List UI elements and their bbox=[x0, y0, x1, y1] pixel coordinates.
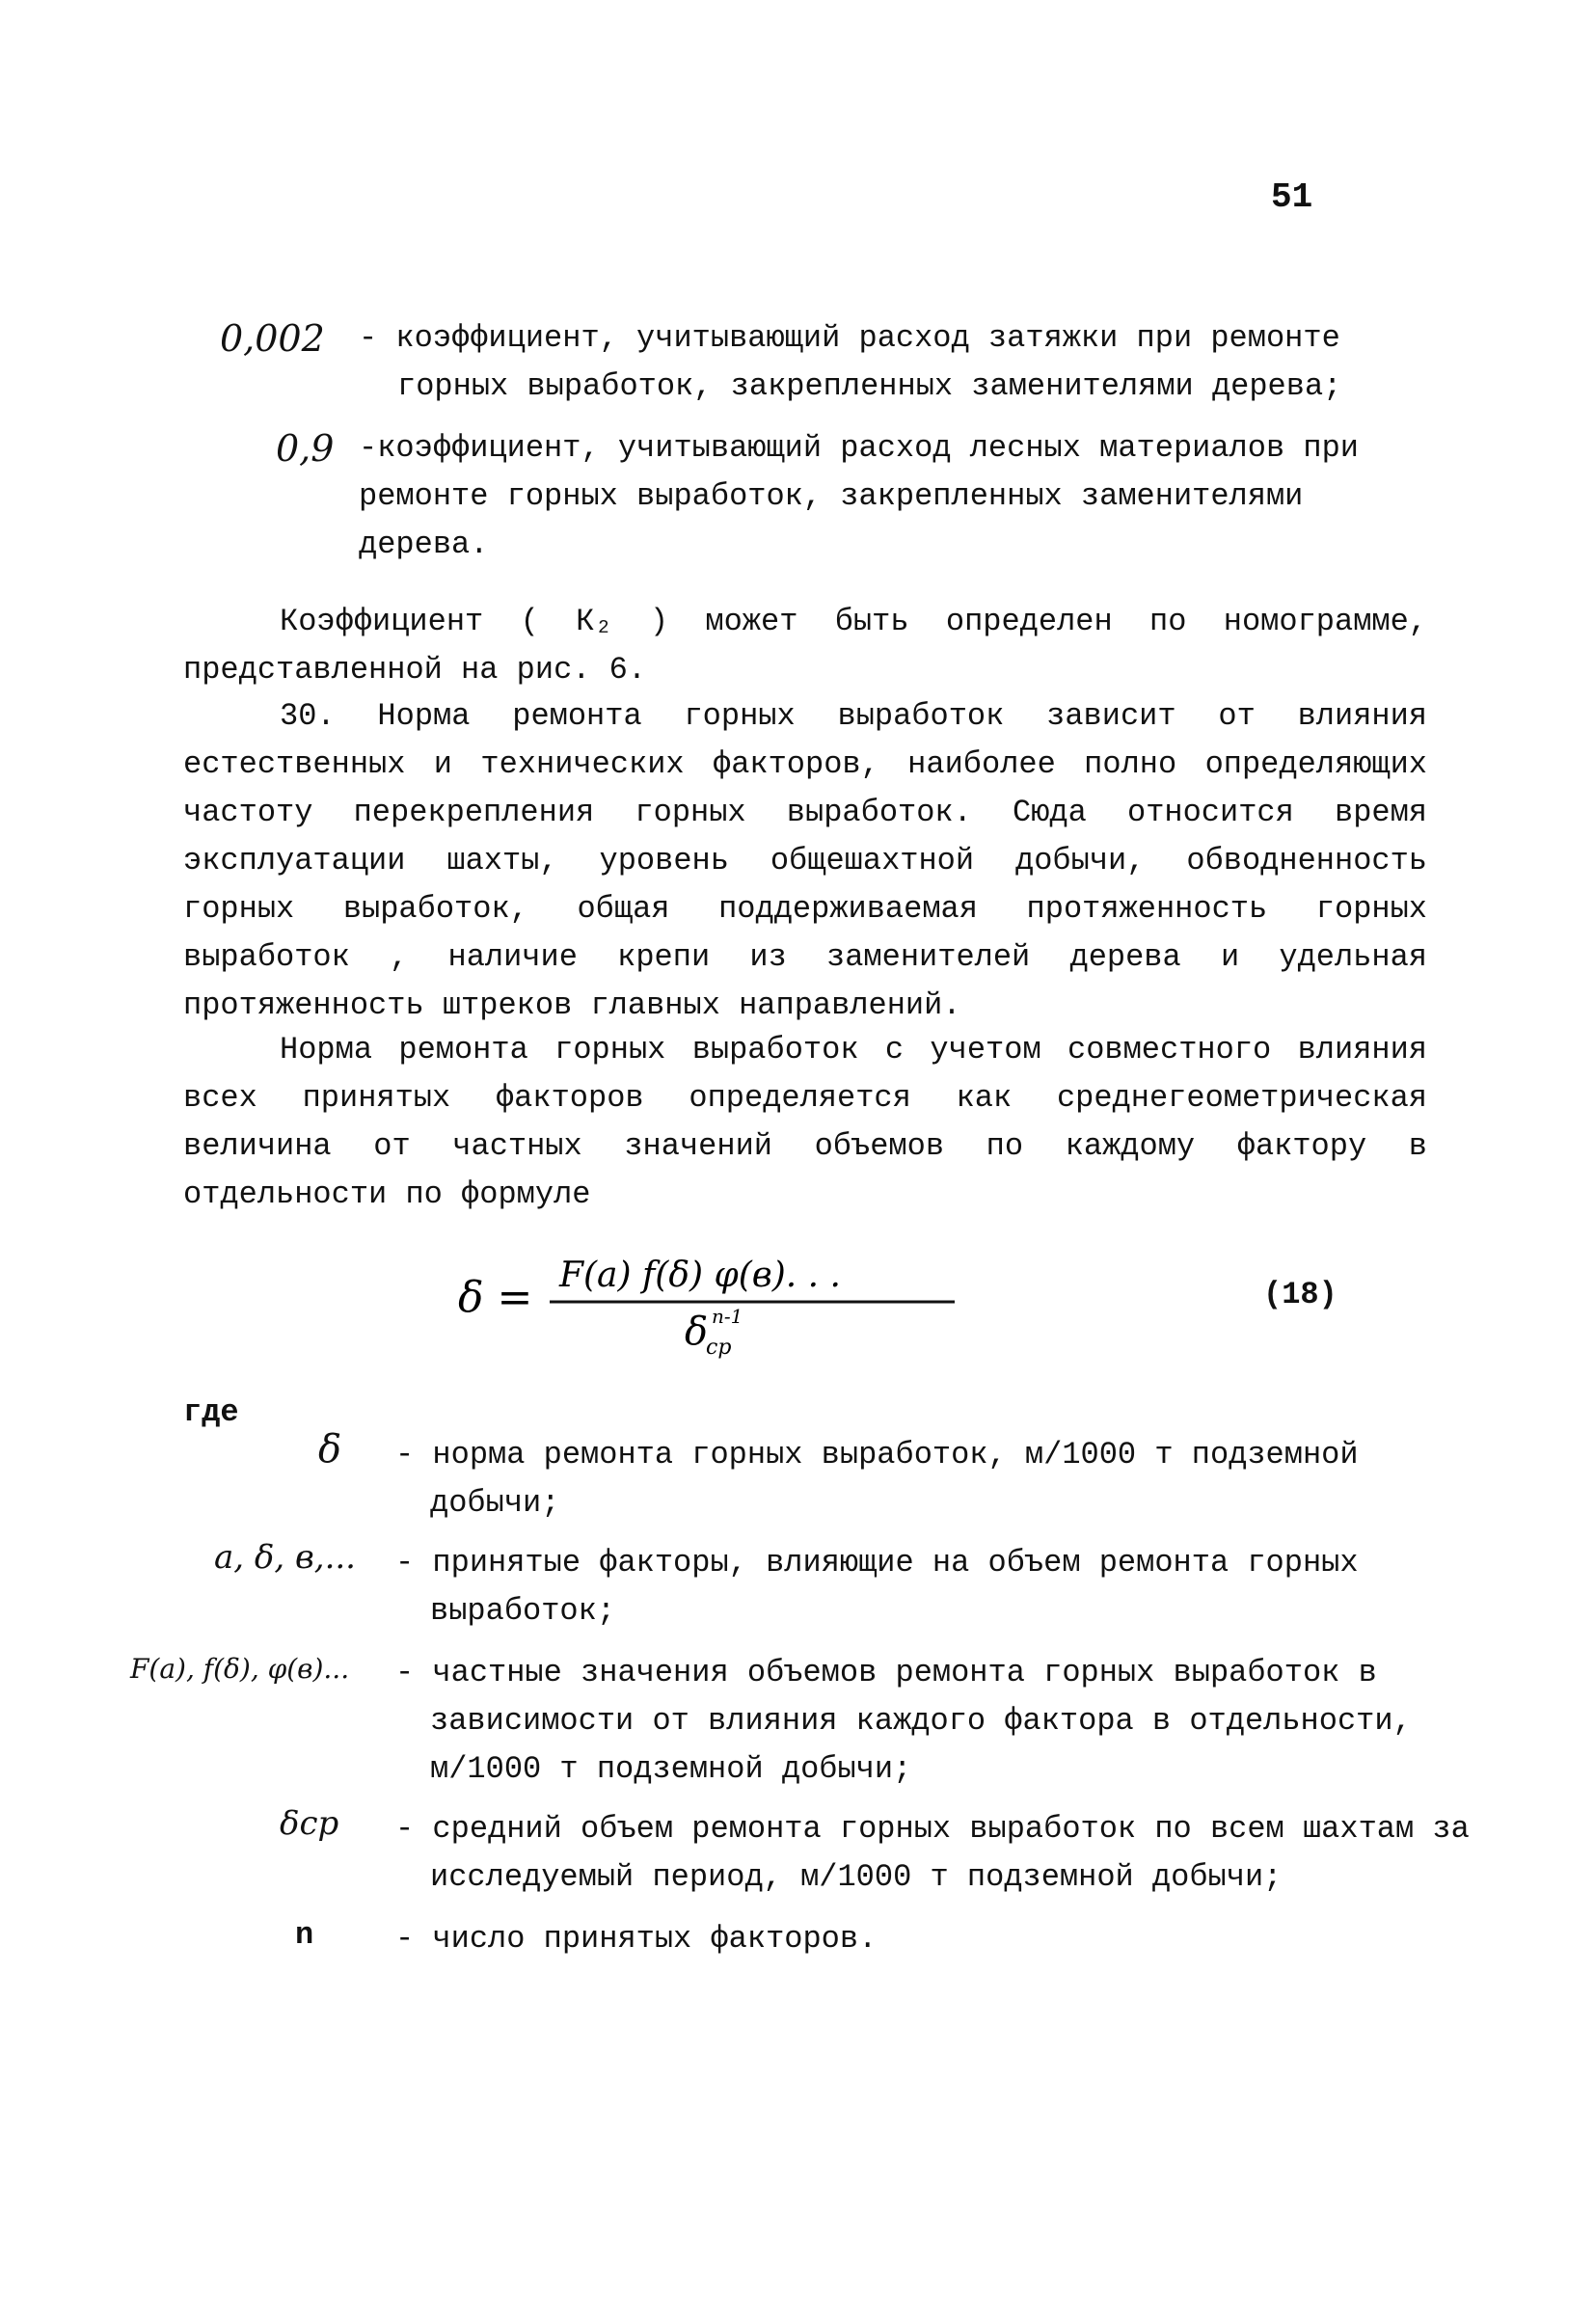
where-text: - принятые факторы, влияющие на объем ремонта горных выработок; bbox=[395, 1545, 1359, 1629]
where-text: - число принятых факторов. bbox=[395, 1921, 878, 1957]
page-number: 51 bbox=[1271, 177, 1313, 217]
formula bbox=[453, 1244, 1032, 1360]
formula-denominator-sup: n-1 bbox=[712, 1305, 743, 1328]
where-symbol: a, δ, в,... bbox=[214, 1538, 356, 1577]
formula-denominator: δ bbox=[685, 1310, 709, 1354]
paragraph: Норма ремонта горных выработок с учетом совместного влияния всех принятых факторов определяется как среднегеометрическая величина от частных значений объемов по каждому фактору в отдельности по формуле bbox=[183, 1032, 1427, 1212]
paragraph: Коэффициент ( К₂ ) может быть определен по номограмме, представленной на рис. 6. bbox=[183, 604, 1427, 688]
coef-symbol: 0,9 bbox=[276, 427, 335, 470]
coef-text: -коэффициент, учитывающий расход лесных материалов при ремонте горных выработок, закрепленных заменителями дерева. bbox=[359, 430, 1359, 562]
where-def-row bbox=[0, 1649, 1594, 1794]
coef-text: - коэффициент, учитывающий расход затяжки при ремонте горных выработок, закрепленных заменителями дерева; bbox=[359, 320, 1342, 404]
where-symbol: n bbox=[295, 1917, 314, 1953]
where-def-row bbox=[0, 1915, 1594, 1973]
where-symbol: F(a), f(δ), φ(в)... bbox=[130, 1653, 350, 1685]
coef-symbol: 0,002 bbox=[220, 317, 325, 360]
where-symbol: δср bbox=[280, 1804, 339, 1843]
equation-number: (18) bbox=[1263, 1277, 1337, 1312]
where-label: где bbox=[183, 1394, 239, 1430]
where-text: - частные значения объемов ремонта горных выработок в зависимости от влияния каждого фактора в отдельности, м/1000 т подземной добычи; bbox=[395, 1655, 1412, 1787]
paragraph: 30. Норма ремонта горных выработок зависит от влияния естественных и технических факторов, наиболее полно определяющих частоту перекрепления горных выработок. Сюда относится время эксплуатации шахты, уровень общешахтной добычи, обводненность горных выработок, общая поддерживаемая протяженность горных выработок , наличие крепи из заменителей дерева и удельная протяженность штреков главных направлений. bbox=[183, 698, 1427, 1023]
coef-def-row bbox=[0, 424, 1594, 569]
where-symbol: δ bbox=[318, 1427, 342, 1472]
where-def-row bbox=[0, 1539, 1594, 1635]
formula-svg bbox=[453, 1244, 1032, 1360]
coef-def-row bbox=[0, 314, 1594, 420]
formula-lhs: δ = bbox=[458, 1273, 533, 1322]
where-def-row bbox=[0, 1427, 1594, 1527]
where-text: - средний объем ремонта горных выработок по всем шахтам за исследуемый период, м/1000 т подземной добычи; bbox=[395, 1811, 1470, 1895]
where-text: - норма ремонта горных выработок, м/1000 т подземной добычи; bbox=[395, 1437, 1359, 1521]
where-def-row bbox=[0, 1805, 1594, 1902]
formula-denominator-sub: ср bbox=[706, 1336, 732, 1360]
formula-numerator: F(a) f(δ) φ(в). . . bbox=[559, 1256, 841, 1295]
